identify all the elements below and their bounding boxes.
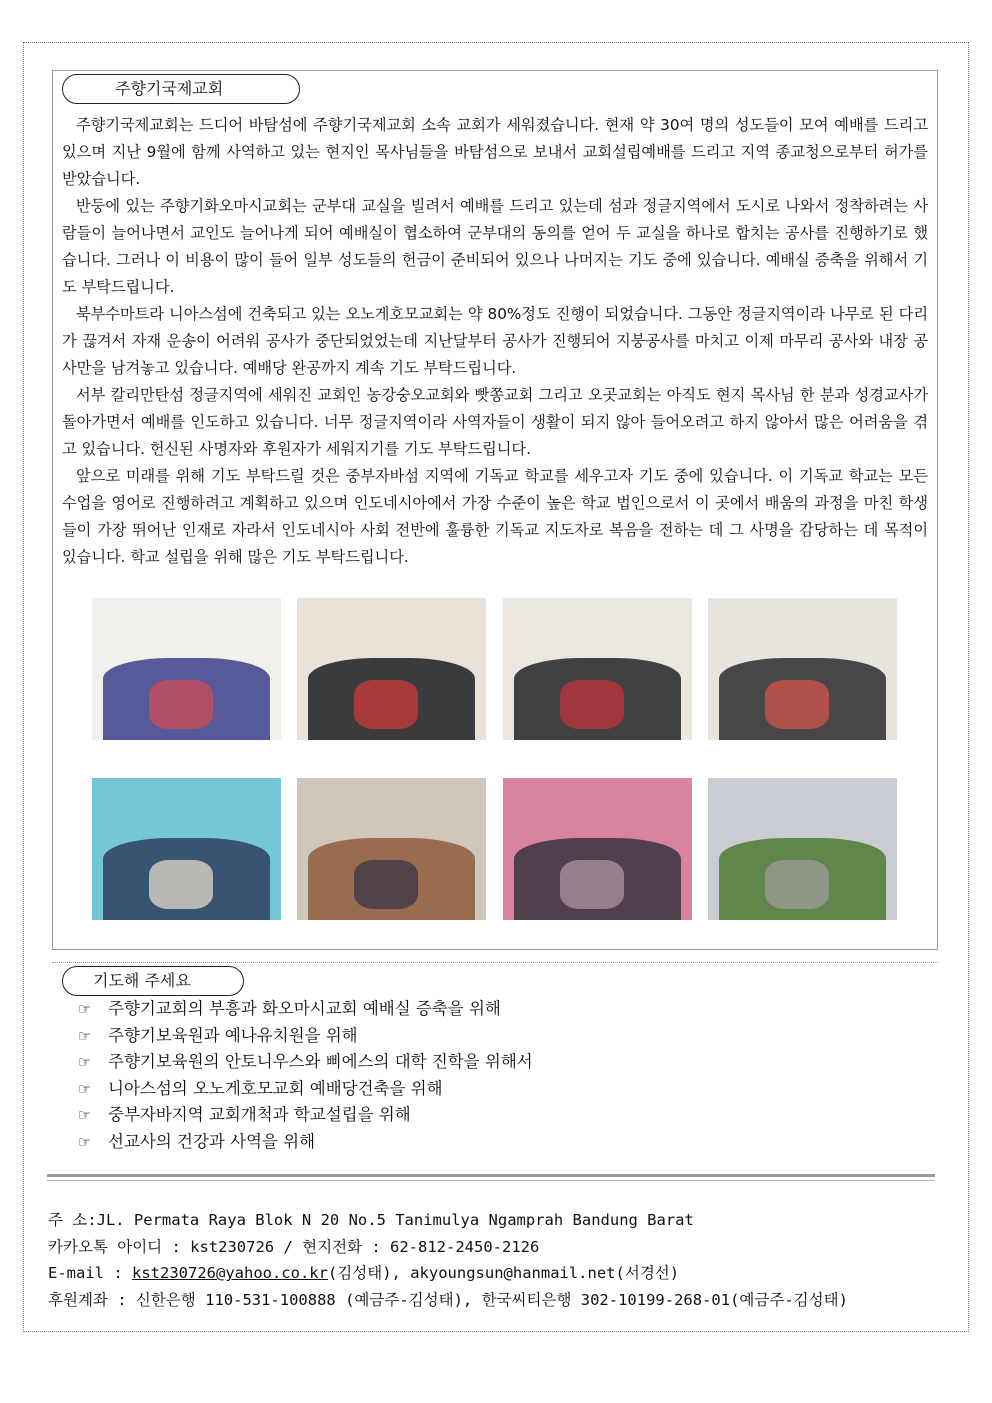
prayer-item	[78, 1102, 533, 1129]
email-rest: (김성태), akyoungsun@hanmail.net(서경선)	[327, 1264, 680, 1282]
article-body	[62, 112, 928, 571]
footer-rule-thin	[47, 1180, 935, 1181]
prayer-item-text: 주향기교회의 부흥과 화오마시교회 예배실 증축을 위해	[108, 999, 501, 1018]
photo-family-home	[92, 778, 281, 920]
prayer-item-text: 중부자바지역 교회개척과 학교설립을 위해	[108, 1105, 411, 1124]
pointing-hand-icon: ☞	[78, 1132, 92, 1151]
prayer-item-text: 니아스섬의 오노게호모교회 예배당건축을 위해	[108, 1078, 443, 1098]
photo-group-church-stage	[92, 598, 281, 740]
prayer-item	[78, 1129, 533, 1156]
pointing-hand-icon: ☞	[78, 1053, 92, 1071]
footer-rule	[47, 1174, 935, 1177]
email-line	[48, 1260, 848, 1287]
account-line: 후원계좌 : 신한은행 110-531-100888 (예금주-김성태), 한국씨티은행 302-10199-268-01(예금주-김성태)	[48, 1290, 848, 1309]
photo-floor-gathering	[503, 778, 692, 920]
email-label: E-mail :	[48, 1264, 132, 1282]
photo-chapel-construction	[708, 778, 897, 920]
pointing-hand-icon: ☞	[78, 1106, 92, 1124]
photo-pastors-in-robes	[297, 598, 486, 740]
paragraph-batam: 주향기국제교회는 드디어 바탐섬에 주향기국제교회 소속 교회가 세워졌습니다. 현재 약 30여 명의 성도들이 모여 예배를 드리고 있으며 지난 9월에 함께 사역하고 있는 현지인 목사님들을 바탐섬으로 보내서 교회설립예배를 드리고 지역 종교청으로부터 허가를 받았습니다.	[62, 116, 928, 188]
paragraph-school: 앞으로 미래를 위해 기도 부탁드릴 것은 중부자바섬 지역에 기독교 학교를 세우고자 기도 중에 있습니다. 이 기독교 학교는 모든 수업을 영어로 진행하려고 계획하고 있으며 인도네시아에서 가장 수준이 높은 학교 법인으로서 이 곳에서 배움의 과정을 마친 학생들이 가장 뛰어난 인재로 자라서 인도네시아 사회 전반에 훌륭한 기독교 지도자로 복음을 전하는 데 그 사명을 감당하는 데 목적이 있습니다. 학교 설립을 위해 많은 기도 부탁드립니다.	[62, 467, 928, 566]
prayer-list	[78, 996, 533, 1155]
kakao-line: 카카오톡 아이디 : kst230726 / 현지전화 : 62-812-2450-2126	[48, 1237, 540, 1256]
paragraph-nias: 북부수마트라 니아스섬에 건축되고 있는 오노게호모교회는 약 80%정도 진행이 되었습니다. 그동안 정글지역이라 나무로 된 다리가 끊겨서 자재 운송이 어려워 공사가 중단되었었는데 지난달부터 공사가 진행되어 지붕공사를 마치고 이제 마무리 공사와 내장 공사만을 남겨놓고 있습니다. 예배당 완공까지 계속 기도 부탁드립니다.	[62, 305, 928, 377]
prayer-title: 기도해 주세요	[62, 966, 244, 996]
prayer-item-text: 선교사의 건강과 사역을 위해	[108, 1131, 316, 1151]
photo-grid	[92, 598, 898, 920]
paragraph-bandung: 반둥에 있는 주향기화오마시교회는 군부대 교실을 빌려서 예배를 드리고 있는데 섬과 정글지역에서 도시로 나와서 정착하려는 사람들이 늘어나면서 교인도 늘어나게 되어 예배실이 협소하여 군부대의 동의를 얻어 두 교실을 하나로 합치는 공사를 진행하기로 했습니다. 그러나 이 비용이 많이 들어 일부 성도들의 헌금이 준비되어 있으나 나머지는 기도 중에 있습니다. 예배실 증축을 위해서 기도 부탁드립니다.	[62, 197, 928, 296]
prayer-item	[78, 1076, 533, 1103]
pointing-hand-icon: ☞	[78, 1000, 92, 1018]
paragraph-kalimantan: 서부 칼리만탄섬 정글지역에 세워진 교회인 농강숭오교회와 빳쫑교회 그리고 오곳교회는 아직도 현지 목사님 한 분과 성경교사가 돌아가면서 예배를 인도하고 있습니다. 너무 정글지역이라 사역자들이 생활이 되지 않아 들어오려고 하지 않아서 많은 어려움을 겪고 있습니다. 헌신된 사명자와 후원자가 세워지기를 기도 부탁드립니다.	[62, 386, 928, 458]
section-title: 주향기국제교회	[62, 74, 300, 104]
photo-church-hall-crowd	[297, 778, 486, 920]
photo-pastors-seated	[503, 598, 692, 740]
photo-congregation-worship	[708, 598, 897, 740]
prayer-item	[78, 1023, 533, 1050]
address-line: 주 소:JL. Permata Raya Blok N 20 No.5 Tanimulya Ngamprah Bandung Barat	[48, 1211, 694, 1229]
prayer-item-text: 주향기보육원의 안토니우스와 삐에스의 대학 진학을 위해서	[108, 1052, 533, 1071]
section-divider	[52, 962, 938, 963]
prayer-item-text: 주향기보육원과 예나유치원을 위해	[108, 1025, 358, 1045]
contact-footer	[48, 1207, 848, 1313]
email-link[interactable]: kst230726@yahoo.co.kr	[132, 1264, 328, 1282]
prayer-item	[78, 996, 533, 1023]
pointing-hand-icon: ☞	[78, 1079, 92, 1098]
pointing-hand-icon: ☞	[78, 1026, 92, 1045]
prayer-item	[78, 1049, 533, 1076]
